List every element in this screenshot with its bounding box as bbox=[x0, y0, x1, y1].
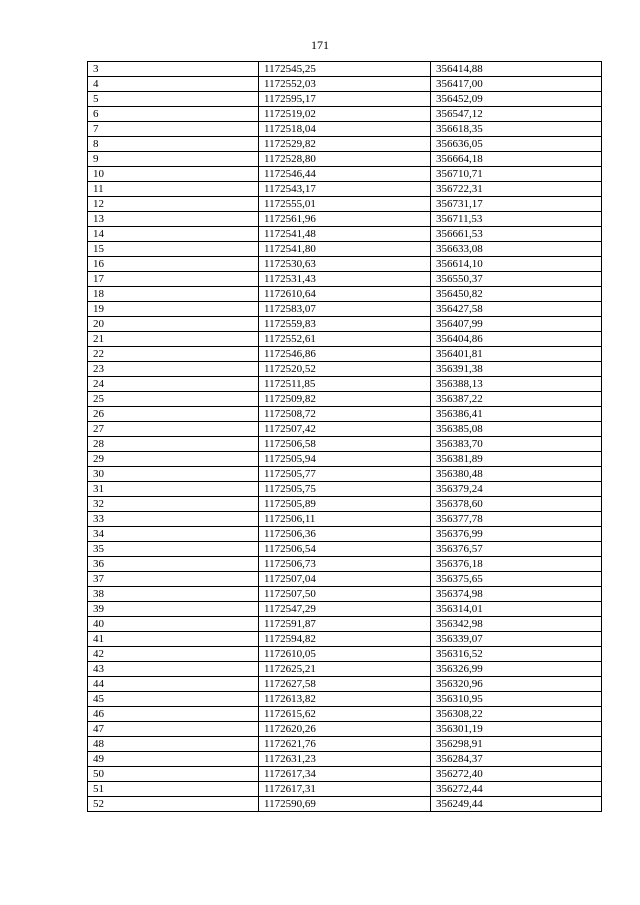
x-coordinate-cell: 1172617,31 bbox=[259, 782, 431, 797]
table-row bbox=[88, 467, 602, 482]
point-number-cell: 35 bbox=[88, 542, 259, 557]
table-row bbox=[88, 572, 602, 587]
x-coordinate-cell: 1172555,01 bbox=[259, 197, 431, 212]
point-number-cell: 34 bbox=[88, 527, 259, 542]
point-number-cell: 40 bbox=[88, 617, 259, 632]
x-coordinate-cell: 1172627,58 bbox=[259, 677, 431, 692]
point-number-cell: 10 bbox=[88, 167, 259, 182]
table-row bbox=[88, 782, 602, 797]
y-coordinate-cell: 356385,08 bbox=[431, 422, 602, 437]
table-row bbox=[88, 647, 602, 662]
point-number-cell: 30 bbox=[88, 467, 259, 482]
point-number-cell: 18 bbox=[88, 287, 259, 302]
point-number-cell: 14 bbox=[88, 227, 259, 242]
table-row bbox=[88, 512, 602, 527]
y-coordinate-cell: 356314,01 bbox=[431, 602, 602, 617]
table-row bbox=[88, 557, 602, 572]
y-coordinate-cell: 356378,60 bbox=[431, 497, 602, 512]
y-coordinate-cell: 356387,22 bbox=[431, 392, 602, 407]
y-coordinate-cell: 356391,38 bbox=[431, 362, 602, 377]
table-row bbox=[88, 152, 602, 167]
y-coordinate-cell: 356450,82 bbox=[431, 287, 602, 302]
point-number-cell: 36 bbox=[88, 557, 259, 572]
y-coordinate-cell: 356547,12 bbox=[431, 107, 602, 122]
table-row bbox=[88, 257, 602, 272]
x-coordinate-cell: 1172590,69 bbox=[259, 797, 431, 812]
table-row bbox=[88, 377, 602, 392]
y-coordinate-cell: 356407,99 bbox=[431, 317, 602, 332]
table-row bbox=[88, 392, 602, 407]
y-coordinate-cell: 356376,57 bbox=[431, 542, 602, 557]
y-coordinate-cell: 356374,98 bbox=[431, 587, 602, 602]
x-coordinate-cell: 1172541,80 bbox=[259, 242, 431, 257]
point-number-cell: 27 bbox=[88, 422, 259, 437]
table-row bbox=[88, 767, 602, 782]
y-coordinate-cell: 356249,44 bbox=[431, 797, 602, 812]
table-row bbox=[88, 422, 602, 437]
table-row bbox=[88, 722, 602, 737]
y-coordinate-cell: 356417,00 bbox=[431, 77, 602, 92]
x-coordinate-cell: 1172507,04 bbox=[259, 572, 431, 587]
point-number-cell: 3 bbox=[88, 62, 259, 77]
y-coordinate-cell: 356550,37 bbox=[431, 272, 602, 287]
point-number-cell: 51 bbox=[88, 782, 259, 797]
y-coordinate-cell: 356383,70 bbox=[431, 437, 602, 452]
point-number-cell: 28 bbox=[88, 437, 259, 452]
x-coordinate-cell: 1172610,05 bbox=[259, 647, 431, 662]
x-coordinate-cell: 1172613,82 bbox=[259, 692, 431, 707]
table-row bbox=[88, 797, 602, 812]
y-coordinate-cell: 356284,37 bbox=[431, 752, 602, 767]
y-coordinate-cell: 356414,88 bbox=[431, 62, 602, 77]
x-coordinate-cell: 1172546,44 bbox=[259, 167, 431, 182]
table-row bbox=[88, 197, 602, 212]
table-row bbox=[88, 287, 602, 302]
x-coordinate-cell: 1172543,17 bbox=[259, 182, 431, 197]
y-coordinate-cell: 356316,52 bbox=[431, 647, 602, 662]
x-coordinate-cell: 1172528,80 bbox=[259, 152, 431, 167]
table-row bbox=[88, 332, 602, 347]
y-coordinate-cell: 356636,05 bbox=[431, 137, 602, 152]
y-coordinate-cell: 356731,17 bbox=[431, 197, 602, 212]
x-coordinate-cell: 1172506,58 bbox=[259, 437, 431, 452]
y-coordinate-cell: 356618,35 bbox=[431, 122, 602, 137]
point-number-cell: 43 bbox=[88, 662, 259, 677]
point-number-cell: 49 bbox=[88, 752, 259, 767]
point-number-cell: 47 bbox=[88, 722, 259, 737]
table-row bbox=[88, 527, 602, 542]
table-row bbox=[88, 272, 602, 287]
y-coordinate-cell: 356664,18 bbox=[431, 152, 602, 167]
y-coordinate-cell: 356298,91 bbox=[431, 737, 602, 752]
table-row bbox=[88, 302, 602, 317]
x-coordinate-cell: 1172547,29 bbox=[259, 602, 431, 617]
table-row bbox=[88, 452, 602, 467]
x-coordinate-cell: 1172625,21 bbox=[259, 662, 431, 677]
y-coordinate-cell: 356452,09 bbox=[431, 92, 602, 107]
x-coordinate-cell: 1172520,52 bbox=[259, 362, 431, 377]
point-number-cell: 5 bbox=[88, 92, 259, 107]
y-coordinate-cell: 356388,13 bbox=[431, 377, 602, 392]
table-row bbox=[88, 107, 602, 122]
x-coordinate-cell: 1172505,89 bbox=[259, 497, 431, 512]
point-number-cell: 32 bbox=[88, 497, 259, 512]
y-coordinate-cell: 356375,65 bbox=[431, 572, 602, 587]
y-coordinate-cell: 356386,41 bbox=[431, 407, 602, 422]
x-coordinate-cell: 1172552,61 bbox=[259, 332, 431, 347]
y-coordinate-cell: 356272,44 bbox=[431, 782, 602, 797]
point-number-cell: 39 bbox=[88, 602, 259, 617]
y-coordinate-cell: 356377,78 bbox=[431, 512, 602, 527]
y-coordinate-cell: 356711,53 bbox=[431, 212, 602, 227]
table-row bbox=[88, 407, 602, 422]
table-row bbox=[88, 122, 602, 137]
table-row bbox=[88, 542, 602, 557]
x-coordinate-cell: 1172552,03 bbox=[259, 77, 431, 92]
page-number: 171 bbox=[311, 38, 329, 52]
x-coordinate-cell: 1172595,17 bbox=[259, 92, 431, 107]
x-coordinate-cell: 1172591,87 bbox=[259, 617, 431, 632]
x-coordinate-cell: 1172508,72 bbox=[259, 407, 431, 422]
x-coordinate-cell: 1172531,43 bbox=[259, 272, 431, 287]
point-number-cell: 8 bbox=[88, 137, 259, 152]
point-number-cell: 50 bbox=[88, 767, 259, 782]
y-coordinate-cell: 356272,40 bbox=[431, 767, 602, 782]
table-row bbox=[88, 182, 602, 197]
y-coordinate-cell: 356320,96 bbox=[431, 677, 602, 692]
point-number-cell: 11 bbox=[88, 182, 259, 197]
table-row bbox=[88, 347, 602, 362]
table-row bbox=[88, 137, 602, 152]
point-number-cell: 9 bbox=[88, 152, 259, 167]
point-number-cell: 20 bbox=[88, 317, 259, 332]
table-row bbox=[88, 212, 602, 227]
point-number-cell: 19 bbox=[88, 302, 259, 317]
y-coordinate-cell: 356326,99 bbox=[431, 662, 602, 677]
x-coordinate-cell: 1172530,63 bbox=[259, 257, 431, 272]
y-coordinate-cell: 356401,81 bbox=[431, 347, 602, 362]
x-coordinate-cell: 1172505,75 bbox=[259, 482, 431, 497]
x-coordinate-cell: 1172610,64 bbox=[259, 287, 431, 302]
x-coordinate-cell: 1172617,34 bbox=[259, 767, 431, 782]
x-coordinate-cell: 1172519,02 bbox=[259, 107, 431, 122]
point-number-cell: 41 bbox=[88, 632, 259, 647]
table-row bbox=[88, 227, 602, 242]
table-row bbox=[88, 62, 602, 77]
point-number-cell: 13 bbox=[88, 212, 259, 227]
point-number-cell: 52 bbox=[88, 797, 259, 812]
x-coordinate-cell: 1172545,25 bbox=[259, 62, 431, 77]
y-coordinate-cell: 356427,58 bbox=[431, 302, 602, 317]
table-row bbox=[88, 482, 602, 497]
point-number-cell: 21 bbox=[88, 332, 259, 347]
table-row bbox=[88, 497, 602, 512]
x-coordinate-cell: 1172511,85 bbox=[259, 377, 431, 392]
x-coordinate-cell: 1172546,86 bbox=[259, 347, 431, 362]
point-number-cell: 46 bbox=[88, 707, 259, 722]
y-coordinate-cell: 356379,24 bbox=[431, 482, 602, 497]
table-row bbox=[88, 167, 602, 182]
x-coordinate-cell: 1172594,82 bbox=[259, 632, 431, 647]
y-coordinate-cell: 356380,48 bbox=[431, 467, 602, 482]
point-number-cell: 23 bbox=[88, 362, 259, 377]
point-number-cell: 22 bbox=[88, 347, 259, 362]
x-coordinate-cell: 1172507,50 bbox=[259, 587, 431, 602]
x-coordinate-cell: 1172615,62 bbox=[259, 707, 431, 722]
y-coordinate-cell: 356722,31 bbox=[431, 182, 602, 197]
point-number-cell: 33 bbox=[88, 512, 259, 527]
point-number-cell: 24 bbox=[88, 377, 259, 392]
table-row bbox=[88, 677, 602, 692]
point-number-cell: 44 bbox=[88, 677, 259, 692]
table-row bbox=[88, 632, 602, 647]
x-coordinate-cell: 1172583,07 bbox=[259, 302, 431, 317]
coordinates-table bbox=[87, 61, 602, 812]
point-number-cell: 31 bbox=[88, 482, 259, 497]
point-number-cell: 29 bbox=[88, 452, 259, 467]
y-coordinate-cell: 356633,08 bbox=[431, 242, 602, 257]
table-row bbox=[88, 437, 602, 452]
table-row bbox=[88, 587, 602, 602]
x-coordinate-cell: 1172506,36 bbox=[259, 527, 431, 542]
point-number-cell: 45 bbox=[88, 692, 259, 707]
x-coordinate-cell: 1172518,04 bbox=[259, 122, 431, 137]
point-number-cell: 12 bbox=[88, 197, 259, 212]
point-number-cell: 26 bbox=[88, 407, 259, 422]
y-coordinate-cell: 356614,10 bbox=[431, 257, 602, 272]
x-coordinate-cell: 1172561,96 bbox=[259, 212, 431, 227]
y-coordinate-cell: 356404,86 bbox=[431, 332, 602, 347]
table-row bbox=[88, 692, 602, 707]
y-coordinate-cell: 356308,22 bbox=[431, 707, 602, 722]
point-number-cell: 37 bbox=[88, 572, 259, 587]
point-number-cell: 6 bbox=[88, 107, 259, 122]
y-coordinate-cell: 356342,98 bbox=[431, 617, 602, 632]
table-row bbox=[88, 602, 602, 617]
y-coordinate-cell: 356339,07 bbox=[431, 632, 602, 647]
y-coordinate-cell: 356376,99 bbox=[431, 527, 602, 542]
y-coordinate-cell: 356310,95 bbox=[431, 692, 602, 707]
x-coordinate-cell: 1172506,73 bbox=[259, 557, 431, 572]
table-row bbox=[88, 662, 602, 677]
x-coordinate-cell: 1172505,94 bbox=[259, 452, 431, 467]
y-coordinate-cell: 356301,19 bbox=[431, 722, 602, 737]
point-number-cell: 48 bbox=[88, 737, 259, 752]
y-coordinate-cell: 356376,18 bbox=[431, 557, 602, 572]
x-coordinate-cell: 1172507,42 bbox=[259, 422, 431, 437]
x-coordinate-cell: 1172620,26 bbox=[259, 722, 431, 737]
table-row bbox=[88, 737, 602, 752]
x-coordinate-cell: 1172621,76 bbox=[259, 737, 431, 752]
table-row bbox=[88, 92, 602, 107]
point-number-cell: 4 bbox=[88, 77, 259, 92]
y-coordinate-cell: 356710,71 bbox=[431, 167, 602, 182]
point-number-cell: 38 bbox=[88, 587, 259, 602]
table-row bbox=[88, 317, 602, 332]
table-row bbox=[88, 242, 602, 257]
x-coordinate-cell: 1172506,11 bbox=[259, 512, 431, 527]
table-row bbox=[88, 362, 602, 377]
point-number-cell: 7 bbox=[88, 122, 259, 137]
x-coordinate-cell: 1172529,82 bbox=[259, 137, 431, 152]
x-coordinate-cell: 1172631,23 bbox=[259, 752, 431, 767]
x-coordinate-cell: 1172541,48 bbox=[259, 227, 431, 242]
x-coordinate-cell: 1172506,54 bbox=[259, 542, 431, 557]
table-row bbox=[88, 77, 602, 92]
point-number-cell: 16 bbox=[88, 257, 259, 272]
table-row bbox=[88, 707, 602, 722]
point-number-cell: 42 bbox=[88, 647, 259, 662]
x-coordinate-cell: 1172559,83 bbox=[259, 317, 431, 332]
y-coordinate-cell: 356381,89 bbox=[431, 452, 602, 467]
point-number-cell: 25 bbox=[88, 392, 259, 407]
y-coordinate-cell: 356661,53 bbox=[431, 227, 602, 242]
point-number-cell: 15 bbox=[88, 242, 259, 257]
coordinates-table-body bbox=[88, 62, 602, 812]
x-coordinate-cell: 1172505,77 bbox=[259, 467, 431, 482]
x-coordinate-cell: 1172509,82 bbox=[259, 392, 431, 407]
table-row bbox=[88, 752, 602, 767]
table-row bbox=[88, 617, 602, 632]
point-number-cell: 17 bbox=[88, 272, 259, 287]
